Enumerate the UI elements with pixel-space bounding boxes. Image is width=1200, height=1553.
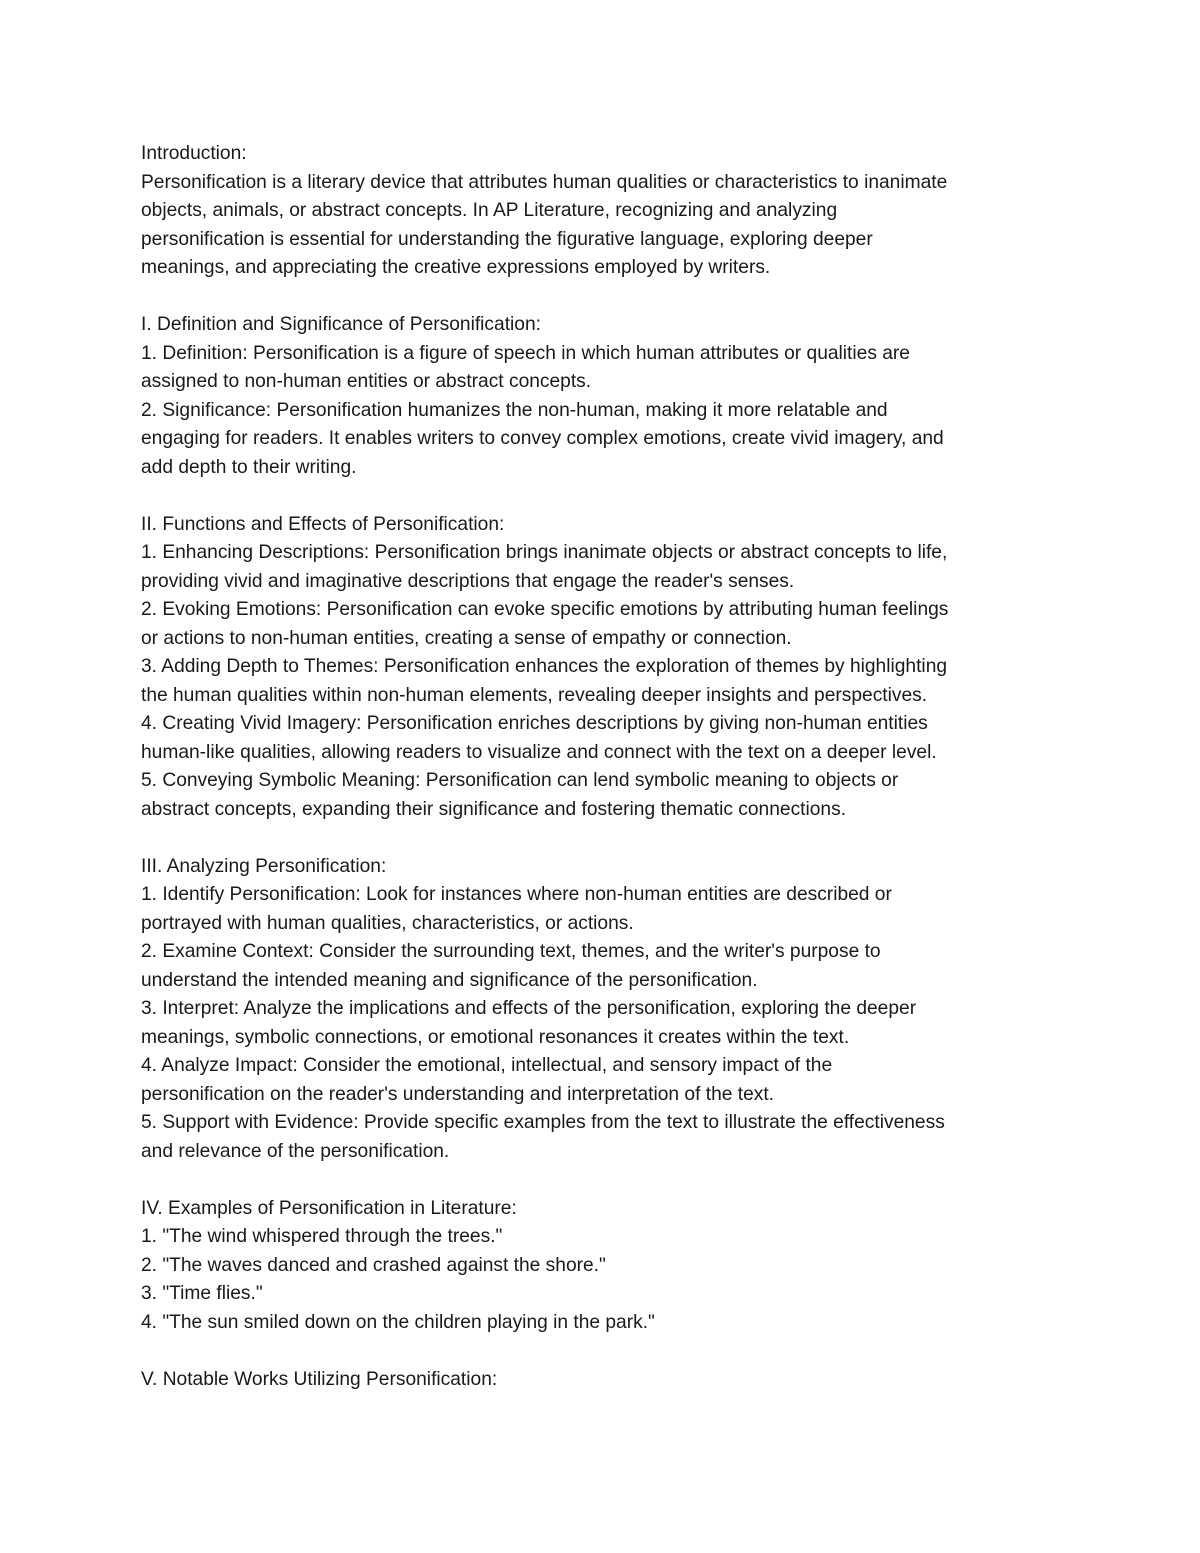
intro-paragraph [141, 169, 1061, 283]
intro-line: objects, animals, or abstract concepts. In AP Literature, recognizing and analyzing [141, 200, 838, 221]
list-item [141, 397, 1061, 483]
item-line: 3. Interpret: Analyze the implications and effects of the personification, exploring the deeper [141, 998, 917, 1019]
section-functions-effects [141, 511, 1061, 825]
blank-line [141, 482, 1061, 511]
section-analyzing [141, 853, 1061, 1167]
item-line: 4. Creating Vivid Imagery: Personification enriches descriptions by giving non-human entities [141, 713, 928, 734]
section-examples [141, 1195, 1061, 1338]
item-line: add depth to their writing. [141, 456, 357, 478]
example-item: 1. "The wind whispered through the trees." [141, 1226, 503, 1247]
item-line: 3. Adding Depth to Themes: Personification enhances the exploration of themes by highlighting [141, 656, 948, 677]
blank-line [141, 1166, 1061, 1195]
example-item: 3. "Time flies." [141, 1283, 263, 1304]
document-body [141, 140, 1061, 1394]
item-line: abstract concepts, expanding their significance and fostering thematic connections. [141, 798, 847, 820]
section-heading: V. Notable Works Utilizing Personification: [141, 1368, 498, 1390]
list-item [141, 1109, 1061, 1166]
item-line: 1. Definition: Personification is a figure of speech in which human attributes or qualities are [141, 342, 910, 364]
list-item [141, 881, 1061, 938]
section-notable-works [141, 1366, 1061, 1395]
item-line: 1. Enhancing Descriptions: Personification brings inanimate objects or abstract concepts to life, [141, 542, 948, 563]
example-item: 4. "The sun smiled down on the children playing in the park." [141, 1311, 655, 1333]
section-heading: IV. Examples of Personification in Literature: [141, 1197, 517, 1219]
list-item [141, 1052, 1061, 1109]
intro-line: personification is essential for understanding the figurative language, exploring deeper [141, 228, 873, 250]
blank-line [141, 1337, 1061, 1366]
list-item [141, 340, 1061, 397]
list-item [141, 539, 1061, 596]
list-item [141, 995, 1061, 1052]
item-line: assigned to non-human entities or abstract concepts. [141, 371, 592, 392]
item-line: or actions to non-human entities, creating a sense of empathy or connection. [141, 627, 792, 649]
list-item [141, 653, 1061, 710]
item-line: providing vivid and imaginative descriptions that engage the reader's senses. [141, 570, 795, 592]
item-line: the human qualities within non-human elements, revealing deeper insights and perspectives. [141, 684, 928, 706]
item-line: human-like qualities, allowing readers to visualize and connect with the text on a deeper level. [141, 741, 937, 763]
list-item [141, 596, 1061, 653]
item-line: personification on the reader's understanding and interpretation of the text. [141, 1083, 775, 1105]
blank-line [141, 283, 1061, 312]
item-line: 5. Conveying Symbolic Meaning: Personification can lend symbolic meaning to objects or [141, 770, 899, 791]
intro-line: meanings, and appreciating the creative expressions employed by writers. [141, 257, 771, 278]
section-definition-significance [141, 311, 1061, 482]
intro-section [141, 140, 1061, 283]
intro-heading: Introduction: [141, 143, 247, 164]
item-line: 4. Analyze Impact: Consider the emotional, intellectual, and sensory impact of the [141, 1055, 833, 1076]
list-item [141, 710, 1061, 767]
section-heading: III. Analyzing Personification: [141, 855, 387, 877]
list-item [141, 938, 1061, 995]
item-line: 5. Support with Evidence: Provide specific examples from the text to illustrate the effectiveness [141, 1112, 945, 1133]
list-item [141, 767, 1061, 824]
section-heading: II. Functions and Effects of Personification: [141, 513, 505, 535]
item-line: 2. Significance: Personification humanizes the non-human, making it more relatable and [141, 399, 888, 421]
item-line: 2. Examine Context: Consider the surrounding text, themes, and the writer's purpose to [141, 941, 881, 962]
intro-line: Personification is a literary device that attributes human qualities or characteristics to inanimate [141, 171, 948, 193]
section-heading: I. Definition and Significance of Personification: [141, 314, 541, 335]
item-line: 2. Evoking Emotions: Personification can evoke specific emotions by attributing human feelings [141, 599, 949, 620]
item-line: engaging for readers. It enables writers to convey complex emotions, create vivid imagery, and [141, 428, 944, 449]
blank-line [141, 824, 1061, 853]
item-line: 1. Identify Personification: Look for instances where non-human entities are described or [141, 884, 892, 905]
item-line: portrayed with human qualities, characteristics, or actions. [141, 912, 634, 934]
item-line: and relevance of the personification. [141, 1140, 450, 1162]
example-item: 2. "The waves danced and crashed against the shore." [141, 1254, 606, 1276]
item-line: meanings, symbolic connections, or emotional resonances it creates within the text. [141, 1026, 850, 1048]
item-line: understand the intended meaning and significance of the personification. [141, 969, 758, 991]
